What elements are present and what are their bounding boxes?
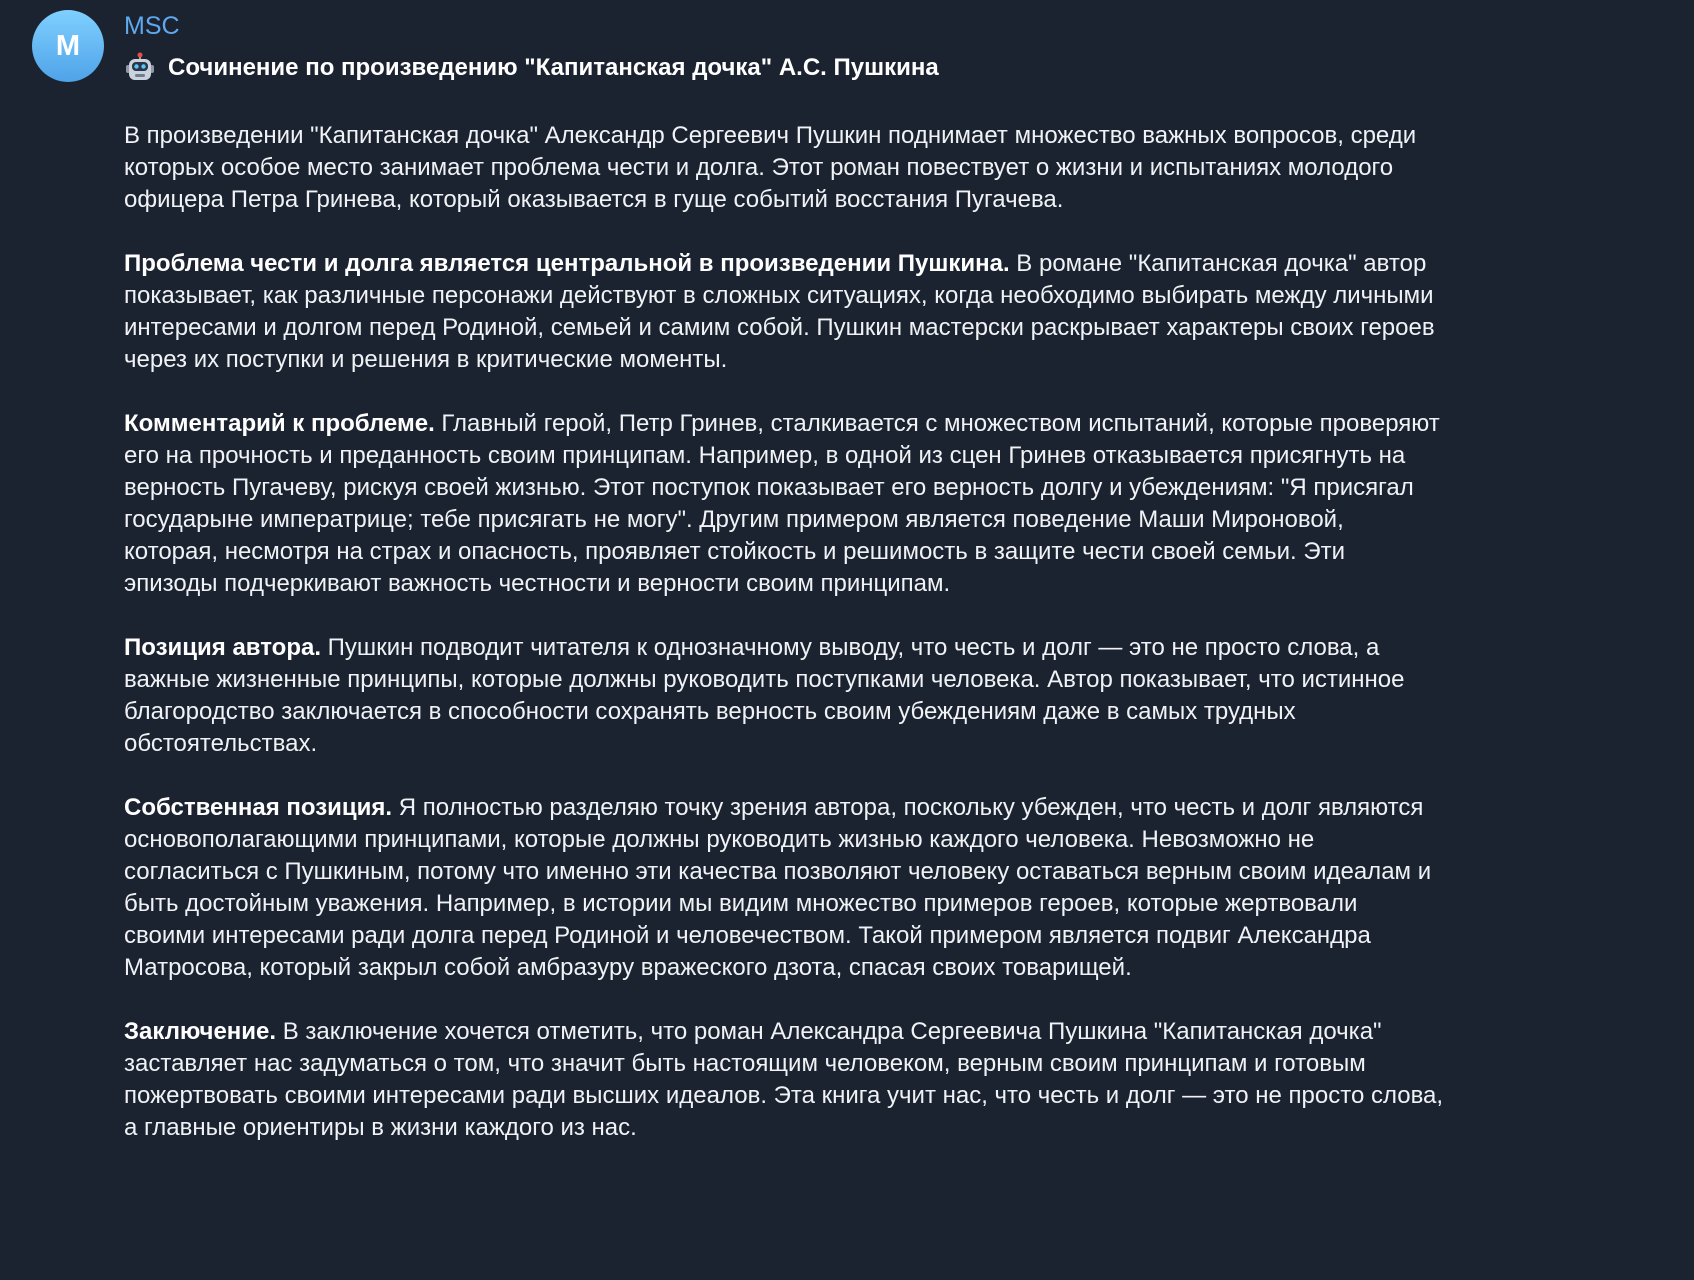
author-position-heading: Позиция автора. bbox=[124, 634, 322, 661]
commentary-heading: Комментарий к проблеме. bbox=[124, 410, 435, 437]
own-position-paragraph bbox=[124, 792, 1444, 984]
commentary-paragraph bbox=[124, 408, 1444, 600]
own-position-heading: Собственная позиция. bbox=[124, 794, 393, 821]
essay-title: Сочинение по произведению "Капитанская дочка" А.С. Пушкина bbox=[168, 54, 939, 81]
author-position-text: Пушкин подводит читателя к однозначному выводу, что честь и долг — это не просто слова, а важные жизненные принципы, которые должны руководить поступками человека. Автор показывает, что истинное благородство заключается в способности сохранять верность своим убеждениям даже в самых трудных обстоятельствах. bbox=[124, 634, 1405, 757]
conclusion-heading: Заключение. bbox=[124, 1018, 277, 1045]
sender-name[interactable]: MSC bbox=[124, 12, 180, 40]
problem-paragraph bbox=[124, 248, 1444, 376]
avatar[interactable] bbox=[32, 10, 104, 82]
problem-heading: Проблема чести и долга является центральной в произведении Пушкина. bbox=[124, 250, 1010, 277]
author-position-paragraph bbox=[124, 632, 1444, 760]
conclusion-paragraph bbox=[124, 1016, 1444, 1144]
message-content bbox=[124, 8, 1444, 1144]
conclusion-text: В заключение хочется отметить, что роман Александра Сергеевича Пушкина "Капитанская дочка" заставляет нас задуматься о том, что значит быть настоящим человеком, верным своим принципам и готовым пожертвовать своими интересами ради высших идеалов. Эта книга учит нас, что честь и долг — это не просто слова, а главные ориентиры в жизни каждого из нас. bbox=[124, 1018, 1444, 1141]
title-row bbox=[124, 48, 1444, 88]
robot-face-icon bbox=[124, 52, 156, 84]
problem-text: В романе "Капитанская дочка" автор показывает, как различные персонажи действуют в сложных ситуациях, когда необходимо выбирать между личными интересами и долгом перед Родиной, семьей и самим собой. Пушкин мастерски раскрывает характеры своих героев через их поступки и решения в критические моменты. bbox=[124, 250, 1435, 373]
own-position-text: Я полностью разделяю точку зрения автора, поскольку убежден, что честь и долг являются основополагающими принципами, которые должны руководить жизнью каждого человека. Невозможно не согласиться с Пушкиным, потому что именно эти качества позволяют человеку оставаться верным своим идеалам и быть достойным уважения. Например, в истории мы видим множество примеров героев, которые жертвовали своими интересами ради долга перед Родиной и человечеством. Такой примером является подвиг Александра Матросова, который закрыл собой амбразуру вражеского дзота, спасая своих товарищей. bbox=[124, 794, 1432, 981]
intro-paragraph: В произведении "Капитанская дочка" Александр Сергеевич Пушкин поднимает множество важных вопросов, среди которых особое место занимает проблема чести и долга. Этот роман повествует о жизни и испытаниях молодого офицера Петра Гринева, который оказывается в гуще событий восстания Пугачева. bbox=[124, 122, 1417, 213]
avatar-letter: M bbox=[55, 29, 81, 62]
commentary-text: Главный герой, Петр Гринев, сталкивается с множеством испытаний, которые проверяют его на прочность и преданность своим принципам. Например, в одной из сцен Гринев отказывается присягнуть на верность Пугачеву, рискуя своей жизнью. Этот поступок показывает его верность долгу и убеждениям: "Я присягал государыне императрице; тебе присягать не могу". Другим примером является поведение Маши Мироновой, которая, несмотря на страх и опасность, проявляет стойкость и решимость в защите чести своей семьи. Эти эпизоды подчеркивают важность честности и верности своим принципам. bbox=[124, 410, 1440, 597]
